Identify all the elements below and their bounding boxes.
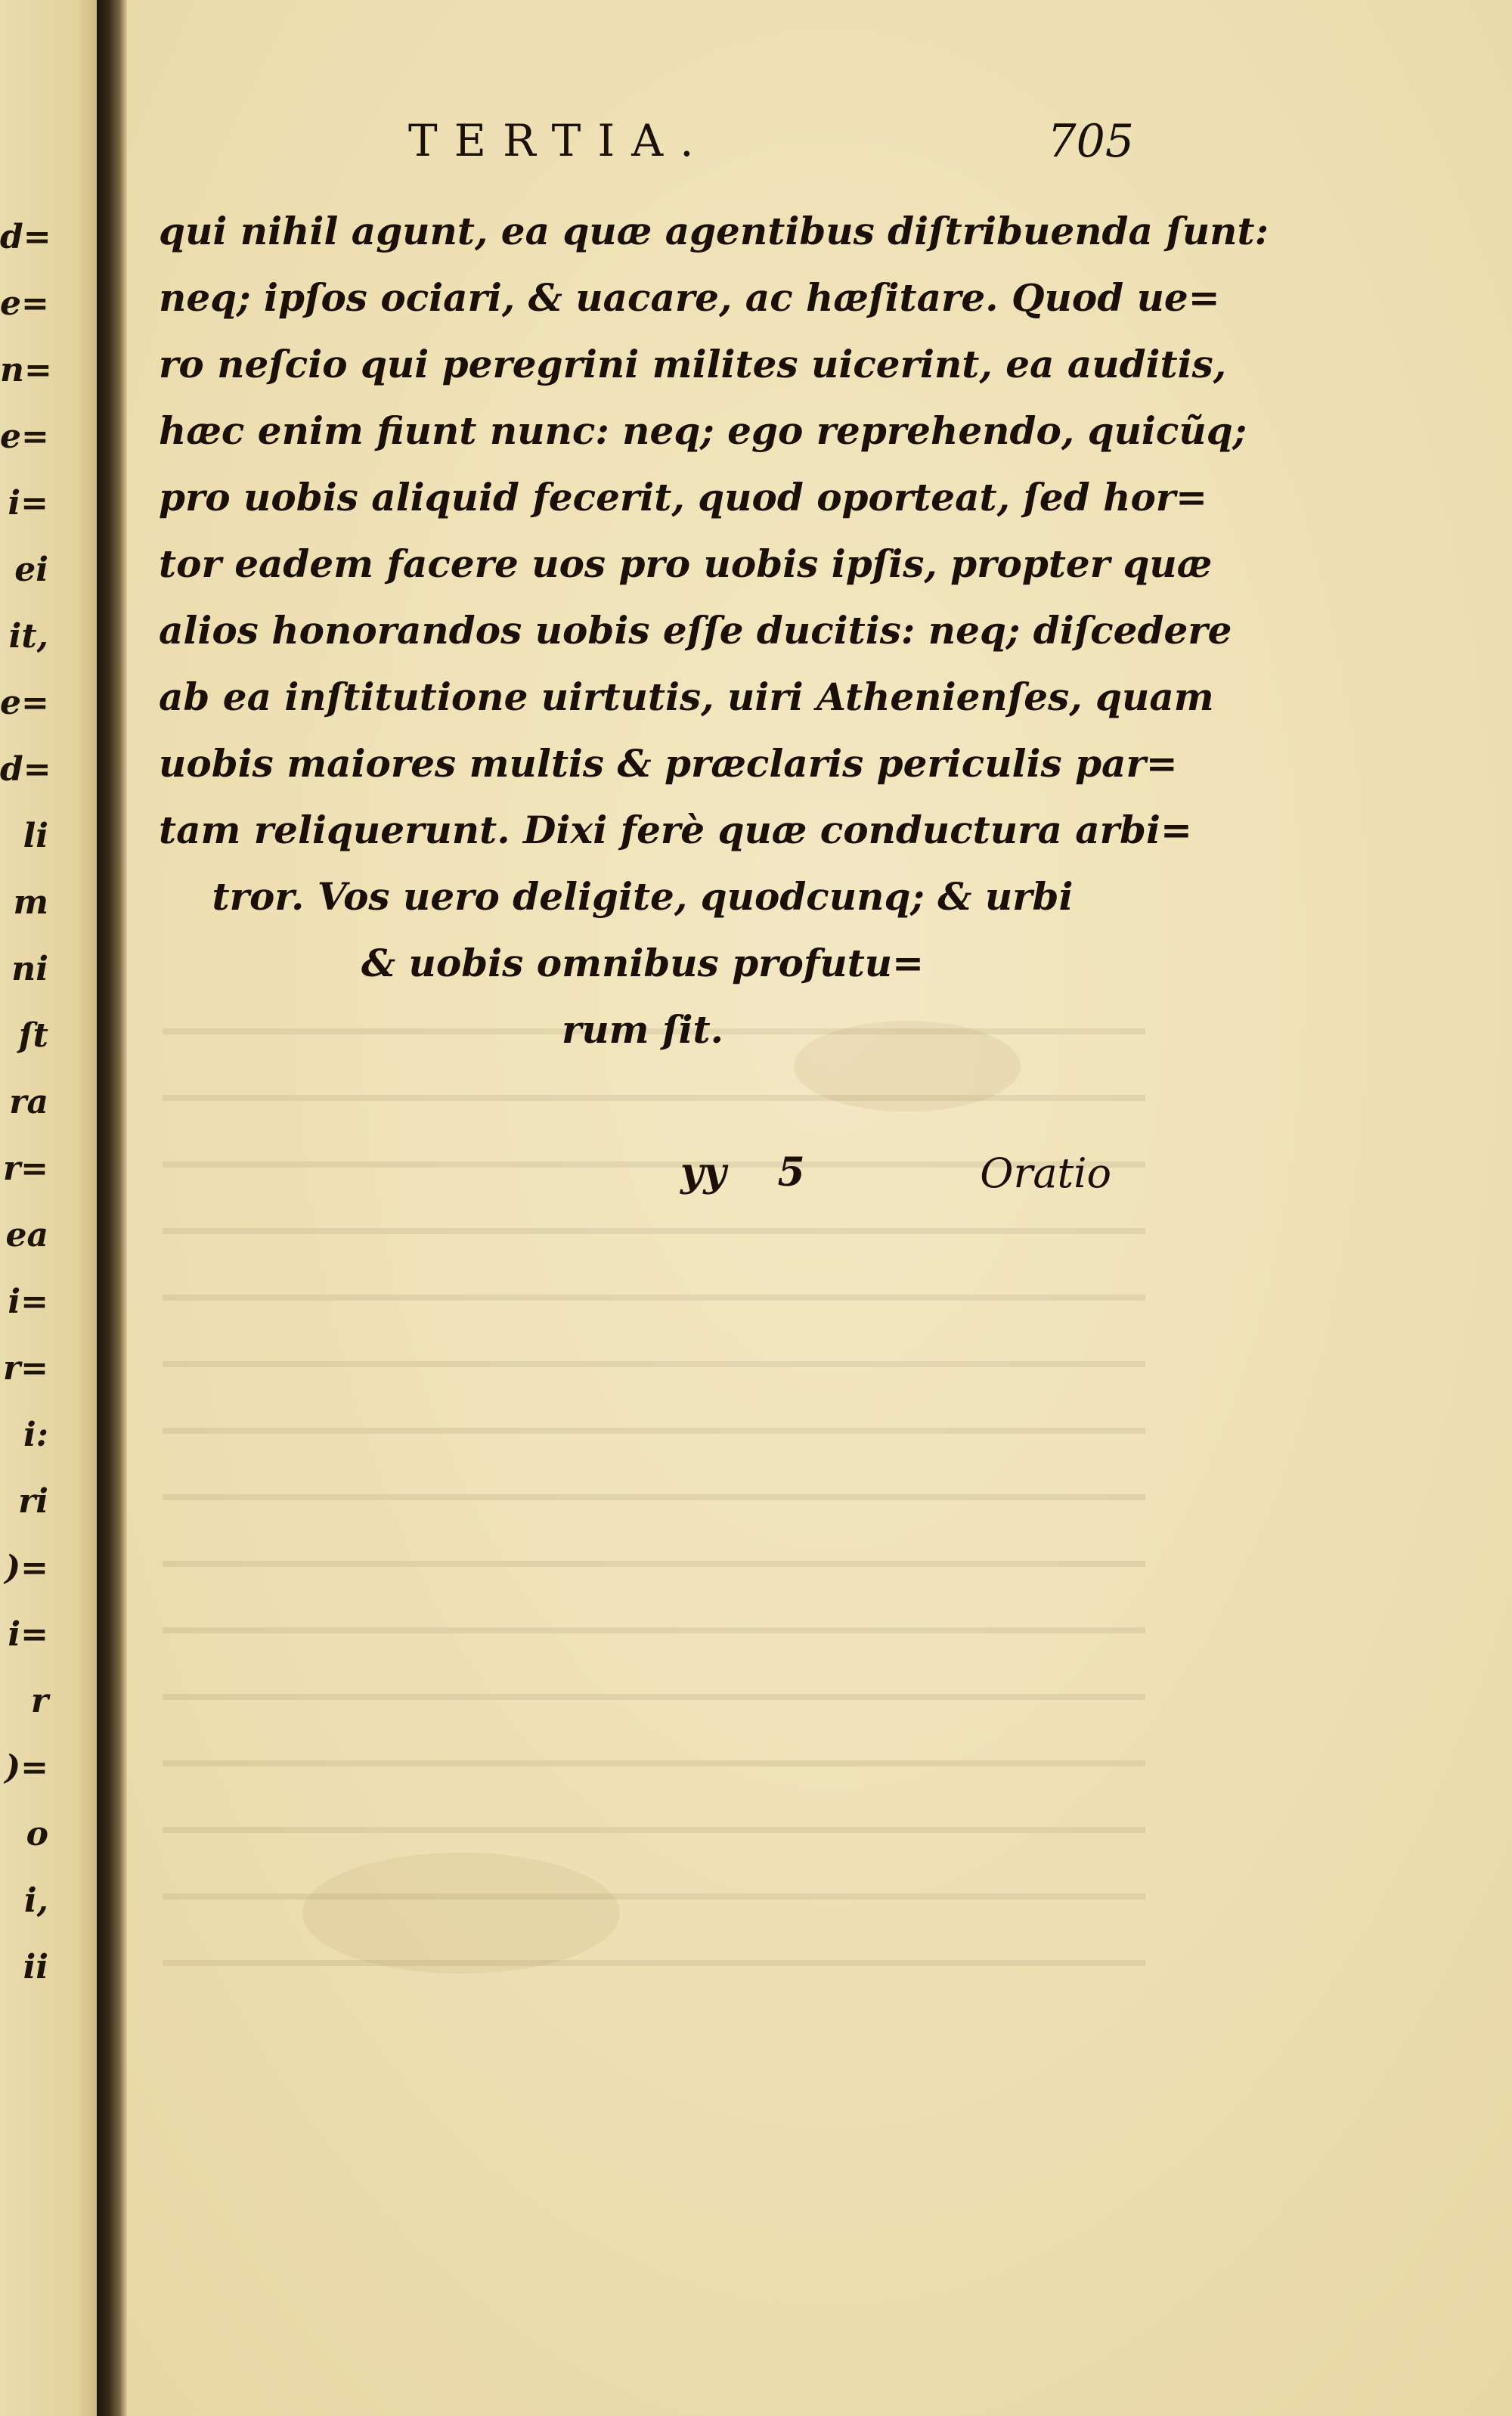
left-page-fragment: e= [0,417,49,456]
left-page-fragment: ſt [18,1016,48,1055]
text-line: tam reliquerunt. Dixi ferè quæ conductura arbi= [159,808,1192,852]
left-page-fragment: i= [8,1282,48,1321]
left-page-fragment: m [13,883,48,922]
text-line: & uobis omnibus profutu= [361,941,925,985]
left-page-fragment: r [30,1682,48,1720]
show-through-text [163,998,1145,1981]
left-page-fragment: ei [14,551,48,589]
left-page-fragment: )= [5,1748,48,1787]
signature-mark: yy 5 [680,1149,805,1196]
left-page-fragment: it, [8,617,48,656]
text-line: ab ea inſtitutione uirtutis, uiri Athenienſes, quam [159,675,1214,719]
book-gutter [97,0,127,2416]
text-line: hæc enim fiunt nunc: neq; ego reprehendo, quicũq; [159,408,1247,453]
left-page-fragment: e= [0,684,49,722]
text-line: neq; ipſos ociari, & uacare, ac hæſitare. Quod ue= [159,275,1220,320]
left-page-fragment: i= [8,484,48,523]
left-page-fragment: ra [9,1083,48,1121]
left-page-fragment: ii [23,1948,48,1986]
left-page-fragment: o [26,1815,48,1853]
text-line: tror. Vos uero deligite, quodcunq; & urbi [212,874,1074,919]
left-page-fragment: r= [2,1349,48,1388]
left-page-fragment: i: [23,1416,48,1454]
left-page-text-fragments [0,204,53,2001]
running-head: TERTIA. [408,115,711,166]
left-page-fragment: r= [2,1149,48,1188]
text-line: alios honorandos uobis eſſe ducitis: neq; diſcedere [159,608,1232,653]
body-text [159,198,1269,1063]
left-page-fragment: i, [23,1881,48,1920]
left-page-fragment: )= [5,1549,48,1587]
text-line: qui nihil agunt, ea quæ agentibus diſtribuenda ſunt: [159,209,1269,253]
text-line: pro uobis aliquid fecerit, quod oporteat, ſed hor= [159,475,1208,519]
text-line: ro neſcio qui peregrini milites uicerint, ea auditis, [159,342,1227,386]
page-number: 705 [1047,115,1134,168]
left-page-fragment: d= [0,218,51,256]
text-line: tor eadem facere uos pro uobis ipſis, propter quæ [159,541,1213,586]
left-page-fragment: ri [18,1482,48,1521]
left-page-fragment: d= [0,750,51,789]
text-line: rum ſit. [561,1007,723,1052]
paper-stain [302,1853,620,1974]
page-footer [680,1149,1111,1217]
page-header [408,106,1134,174]
left-page-fragment: i= [8,1615,48,1654]
left-page-fragment: e= [0,284,49,323]
catchword: Oratio [980,1149,1111,1197]
left-page-fragment: ni [11,950,48,988]
text-line: uobis maiores multis & præclaris periculis par= [159,741,1178,786]
left-page-fragment: n= [0,351,52,389]
left-page-fragment: li [23,817,48,855]
left-page-fragment: ea [5,1216,48,1255]
